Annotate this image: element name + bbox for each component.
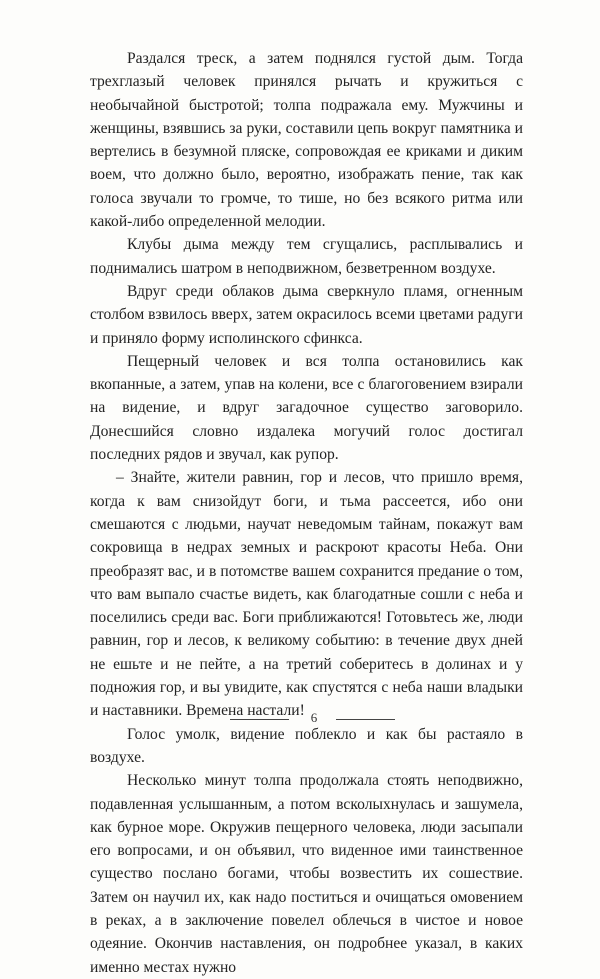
- paragraph-1: Раздался треск, а затем поднялся густой дым. Тогда трехглазый человек принялся рычать и кружиться с необычайной быстротой; толпа подражала ему. Мужчины и женщины, взявшись за руки, составили цепь вокруг памятника и вертелись в безумной пляске, сопровождая ее криками и диким воем, что должно было, вероятно, изображать пение, так как голоса звучали то громче, то тише, но без всякого ритма или какой-либо определенной мелодии.: [90, 50, 523, 231]
- paragraph-3: Вдруг среди облаков дыма сверкнуло пламя, огненным столбом взвилось вверх, затем окрасилось всеми цветами радуги и приняло форму исполинского сфинкса.: [90, 282, 523, 347]
- paragraph-6: Голос умолк, видение поблекло и как бы растаяло в воздухе.: [90, 725, 523, 766]
- paragraph-2: Клубы дыма между тем сгущались, расплывались и поднимались шатром в неподвижном, безветренном воздухе.: [90, 236, 523, 277]
- page-number: 6: [310, 710, 318, 725]
- footer-rule-left: [230, 719, 289, 720]
- paragraph-5-dialogue: – Знайте, жители равнин, гор и лесов, что пришло время, когда к вам снизойдут боги, и тьма рассеется, ибо они смешаются с людьми, научат неведомым тайнам, покажут вам сокровища в недрах земных и раскроют красоты Неба. Они преобразят вас, и в потомстве вашем сохранится предание о том, что вам выпало счастье видеть, как благодатные сошли с неба и поселились среди вас. Боги приближаются! Готовьтесь же, люди равнин, гор и лесов, к великому событию: в течение двух дней не ешьте и не пейте, а на третий соберитесь в долинах и у подножия гор, и вы увидите, как спустятся с неба наши владыки и наставники. Времена настали!: [90, 469, 523, 720]
- footer-rule-right: [336, 719, 395, 720]
- body-text: [90, 47, 523, 979]
- paragraph-7: Несколько минут толпа продолжала стоять неподвижно, подавленная услышанным, а потом всколыхнулась и зашумела, как бурное море. Окружив пещерного человека, люди засыпали его вопросами, и он объявил, что виденное ими таинственное существо послано богами, чтобы возвестить их сошествие. Затем он научил их, как надо поститься и очищаться омовением в реках, а в заключение повелел облечься в чистое и новое одеяние. Окончив наставления, он подробнее указал, в каких именно местах нужно: [90, 772, 523, 976]
- paragraph-4: Пещерный человек и вся толпа остановились как вкопанные, а затем, упав на колени, все с благоговением взирали на видение, и вдруг загадочное существо заговорило. Донесшийся словно издалека могучий голос достигал последних рядов и звучал, как рупор.: [90, 352, 523, 464]
- page-footer: [0, 706, 600, 730]
